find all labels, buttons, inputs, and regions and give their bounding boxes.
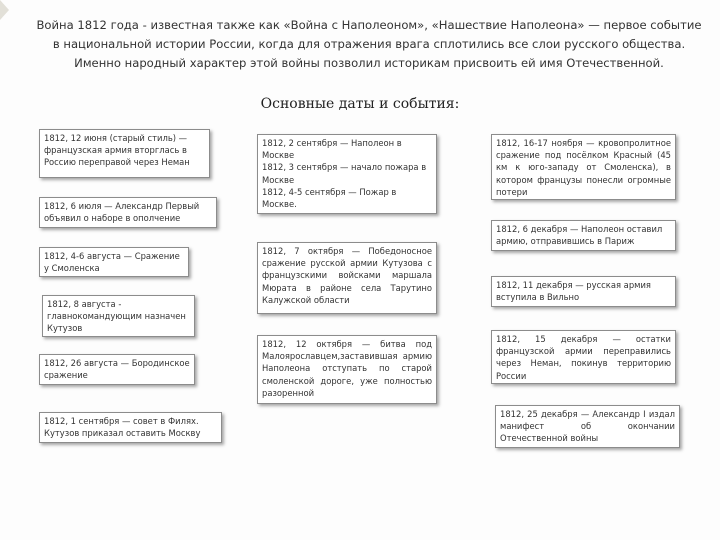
event-box-july-6: 1812, 6 июля — Александр Первый объявил о наборе в ополчение bbox=[39, 197, 217, 228]
event-box-sep-2-5: 1812, 2 сентября — Наполеон в Москве 1812, 3 сентября — начало пожара в Москве 1812, 4-5 сентября — Пожар в Москве. bbox=[257, 134, 437, 214]
event-box-dec-15: 1812, 15 декабря — остатки французской армии переправились через Неман, покинув территорию России bbox=[491, 330, 676, 384]
event-box-dec-11: 1812, 11 декабря — русская армия вступила в Вильно bbox=[491, 276, 676, 307]
section-title: Основные даты и события: bbox=[260, 96, 460, 112]
event-box-sep-1: 1812, 1 сентября — совет в Филях. Кутузов приказал оставить Москву bbox=[39, 412, 222, 443]
event-box-dec-6: 1812, 6 декабря — Наполеон оставил армию, отправившись в Париж bbox=[491, 220, 676, 251]
event-box-dec-25: 1812, 25 декабря — Александр I издал манифест об окончании Отечественной войны bbox=[495, 405, 680, 448]
corner-decoration bbox=[0, 0, 9, 20]
event-box-june-12: 1812, 12 июня (старый стиль) — французская армия вторглась в Россию переправой через Неман bbox=[39, 129, 210, 178]
event-box-oct-7: 1812, 7 октября — Победоносное сражение русской армии Кутузова с французскими войсками маршала Мюрата в районе села Тарутино Калужской области bbox=[257, 242, 437, 314]
intro-paragraph: Война 1812 года - известная также как «Война с Наполеоном», «Нашествие Наполеона» — первое событие в национальной истории России, когда для отражения врага сплотились все слои русского общества. Именно народный характер этой войны позволил историкам присвоить ей имя Отечественной. bbox=[36, 18, 702, 70]
event-box-aug-8: 1812, 8 августа - главнокомандующим назначен Кутузов bbox=[42, 295, 195, 337]
event-box-nov-16-17: 1812, 16-17 ноября — кровопролитное сражение под посёлком Красный (45 км к юго-западу от Смоленска), в котором французы понесли огромные потери bbox=[491, 134, 676, 200]
event-box-aug-4-6: 1812, 4-6 августа — Сражение у Смоленска bbox=[39, 247, 189, 277]
event-box-oct-12: 1812, 12 октября — битва под Малоярославцем,заставившая армию Наполеона отступать по старой смоленской дороге, уже полностью разоренной bbox=[257, 335, 437, 404]
event-box-aug-26: 1812, 26 августа — Бородинское сражение bbox=[39, 354, 195, 385]
